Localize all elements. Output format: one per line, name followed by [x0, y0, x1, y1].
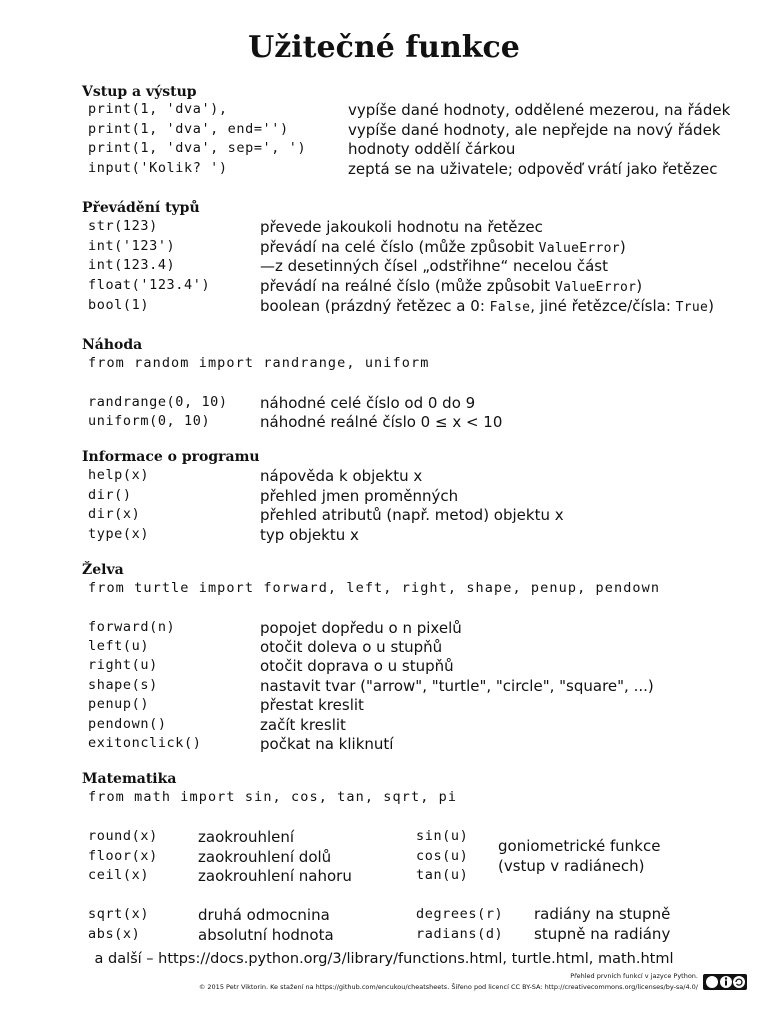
description: začít kreslit — [260, 716, 346, 734]
description-text: převádí na reálné číslo (může způsobit — [260, 277, 555, 295]
description: typ objektu x — [260, 526, 359, 544]
false-literal: False — [489, 300, 531, 315]
code: float('123.4') — [88, 277, 211, 293]
section-heading-turtle: Želva — [82, 562, 124, 578]
code: left(u) — [88, 638, 150, 654]
description — [260, 238, 626, 256]
angle-description: radiány na stupně — [534, 905, 671, 923]
code: uniform(0, 10) — [88, 413, 211, 429]
page-title: Užitečné funkce — [248, 30, 520, 65]
description — [260, 297, 714, 315]
code: shape(s) — [88, 677, 158, 693]
section-heading-info: Informace o programu — [82, 449, 260, 465]
code: print(1, 'dva'), — [88, 101, 228, 117]
import-line: from math import sin, cos, tan, sqrt, pi — [88, 789, 458, 805]
code: int('123') — [88, 238, 176, 254]
code: pendown() — [88, 716, 167, 732]
footer-subtitle: Přehled prvních funkcí v jazyce Python. — [570, 972, 698, 980]
description: otočit doprava o u stupňů — [260, 657, 454, 675]
code: abs(x) — [88, 926, 141, 942]
code: str(123) — [88, 218, 158, 234]
description — [260, 277, 642, 295]
trig-description: (vstup v radiánech) — [498, 857, 645, 875]
description: náhodné celé číslo od 0 do 9 — [260, 394, 476, 412]
description: —z desetinných čísel „odstřihne“ necelou část — [260, 257, 609, 275]
code: type(x) — [88, 526, 150, 542]
description: popojet dopředu o n pixelů — [260, 619, 462, 637]
description: absolutní hodnota — [198, 926, 334, 944]
description: nastavit tvar ("arrow", "turtle", "circle", "square", ...) — [260, 677, 654, 695]
code: forward(n) — [88, 619, 176, 635]
trig-code: cos(u) — [416, 848, 469, 864]
description: vypíše dané hodnoty, ale nepřejde na nový řádek — [348, 121, 721, 139]
description: druhá odmocnina — [198, 906, 330, 924]
code: right(u) — [88, 657, 158, 673]
exception-name: ValueError — [554, 280, 637, 295]
code: randrange(0, 10) — [88, 394, 228, 410]
code: print(1, 'dva', sep=', ') — [88, 140, 307, 156]
code: sqrt(x) — [88, 906, 150, 922]
description: nápověda k objektu x — [260, 467, 423, 485]
code: exitonclick() — [88, 735, 202, 751]
angle-code: radians(d) — [416, 926, 504, 942]
more-link-text: a další – https://docs.python.org/3/library/functions.html, turtle.html, math.html — [94, 951, 674, 967]
description: převede jakoukoli hodnotu na řetězec — [260, 218, 543, 236]
description: otočit doleva o u stupňů — [260, 638, 443, 656]
description: náhodné reálné číslo 0 ≤ x < 10 — [260, 413, 503, 431]
cc-badge-graphic — [703, 974, 747, 990]
trig-code: sin(u) — [416, 828, 469, 844]
description-text: , jiné řetězce/čísla: — [530, 297, 676, 315]
description: zaokrouhlení nahoru — [198, 867, 352, 885]
description-text: ) — [619, 238, 626, 256]
description: hodnoty oddělí čárkou — [348, 140, 516, 158]
exception-name: ValueError — [538, 241, 620, 256]
description: zeptá se na uživatele; odpověď vrátí jako řetězec — [348, 160, 718, 178]
cc-license-icon — [703, 974, 747, 990]
trig-description: goniometrické funkce — [498, 837, 661, 855]
description-text: boolean (prázdný řetězec a 0: — [260, 297, 490, 315]
description: přehled jmen proměnných — [260, 487, 459, 505]
description-text: ) — [708, 297, 715, 315]
description: přehled atributů (např. metod) objektu x — [260, 506, 564, 524]
code: input('Kolik? ') — [88, 160, 228, 176]
description: počkat na kliknutí — [260, 735, 394, 753]
section-heading-io: Vstup a výstup — [82, 84, 197, 100]
section-heading-random: Náhoda — [82, 337, 143, 353]
code: round(x) — [88, 828, 158, 844]
code: dir() — [88, 487, 132, 503]
description: přestat kreslit — [260, 696, 364, 714]
footer-license: © 2015 Petr Viktorin. Ke stažení na https://github.com/encukou/cheatsheets. Šířeno pod licencí CC BY-SA: http://creativecommons.org/licenses/by-sa/4.0/ — [198, 983, 698, 991]
description-text: převádí na celé číslo (může způsobit — [260, 238, 539, 256]
code: int(123.4) — [88, 257, 176, 273]
code: print(1, 'dva', end='') — [88, 121, 289, 137]
import-line: from random import randrange, uniform — [88, 355, 430, 371]
trig-code: tan(u) — [416, 867, 469, 883]
section-heading-conv: Převádění typů — [82, 200, 200, 216]
description-text: ) — [636, 277, 643, 295]
code: penup() — [88, 696, 150, 712]
code: dir(x) — [88, 506, 141, 522]
description: vypíše dané hodnoty, oddělené mezerou, na řádek — [348, 101, 731, 119]
angle-code: degrees(r) — [416, 906, 504, 922]
code: ceil(x) — [88, 867, 150, 883]
code: bool(1) — [88, 297, 150, 313]
description: zaokrouhlení dolů — [198, 848, 332, 866]
section-heading-math: Matematika — [82, 771, 177, 787]
import-line: from turtle import forward, left, right, shape, penup, pendown — [88, 580, 661, 596]
code: floor(x) — [88, 848, 158, 864]
true-literal: True — [675, 300, 709, 315]
description: zaokrouhlení — [198, 828, 295, 846]
code: help(x) — [88, 467, 150, 483]
angle-description: stupně na radiány — [534, 925, 671, 943]
